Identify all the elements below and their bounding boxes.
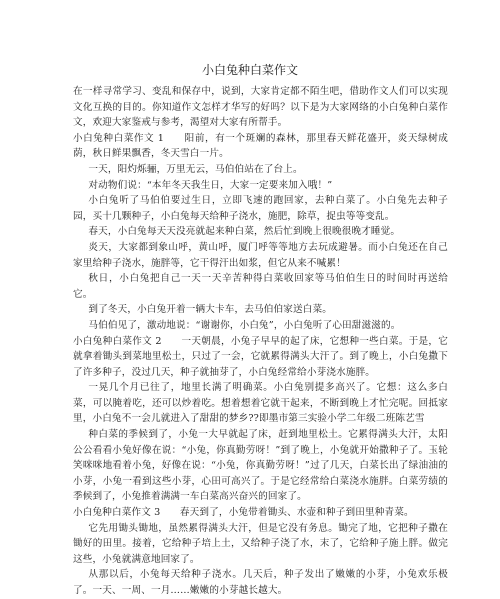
- paragraph: 春天，小白兔每天天没亮就起来种白菜，然后忙到晚上很晚很晚才睡觉。: [88, 226, 401, 238]
- paragraph: 到了冬天，小白兔开着一辆大卡车，去马伯伯家送白菜。: [88, 304, 332, 316]
- paragraph: 种白菜的季候到了，小兔一大早就起了床，赶到地里松土。它累得满头大汗，太阳公公看看小兔好像在说：“小兔，你真勤劳呀！”到了晚上，小兔就开始撒种子了。玉轮笑咪咪地看着小兔，好像在说：“小兔，你真勤劳呀！”过了几天，白菜长出了绿油油的小芽，小兔一看到这些小芽，心田可高兴了。于是它经常给白菜浇水施胖。白菜劳绩的季候到了，小兔推着满满一车白菜高兴奋兴的回家了。: [73, 429, 448, 503]
- paragraph: 一天，阳灼烁骊，万里无云，马伯伯站在了台上。: [88, 163, 303, 175]
- paragraph: 对动物们说：“本年冬天我生日，大家一定要来加入哦！”: [88, 179, 333, 191]
- paragraph: 小白兔种白菜作文 2 一天朝晨，小兔子早早的起了床，它想种一些白菜。于是，它就拿着锄头到菜地里松土，只过了一会，它就累得满头大汗了。到了晚上，小白兔撒下了许多种子，没过几天，种子就抽芽了，小白兔经常给小芽浇水施胖。: [73, 335, 448, 378]
- paragraph: 小白兔听了马伯伯要过生日，立即飞速的跑回家，去种白菜了。小白兔先去种子园，买十几颗种子，小白兔每天给种子浇水，施肥，除草，捉虫等等变乱。: [73, 195, 448, 222]
- paragraph: 它先用锄头锄地，虽然累得满头大汗，但是它没有务息。锄完了地，它把种子撒在锄好的田里。接着，它给种子培上土，又给种子浇了水，末了，它给种子施上胖。做完这些，小兔就满意地回家了。: [73, 522, 448, 565]
- paragraph: 炎天，大家都到象山呼，黄山呼，厦门呼等等地方去玩成避暑。而小白兔还在自己家里给种子浇水，施胖等，它干得汗出如浆，但它从来不喊累！: [73, 241, 448, 269]
- paragraph: 马伯伯见了，激动地说：“谢谢你，小白兔”，小白兔听了心田甜滋滋的。: [88, 319, 401, 331]
- paragraph: 秋日，小白兔把自己一天一天辛苦种得白菜收回家等马伯伯生日的时间时再送给它。: [73, 273, 448, 300]
- paragraph: 从那以后，小兔每天给种子浇水。几天后，种子发出了嫩嫩的小芽，小兔欢乐极了。一天、一周、一月……嫩嫩的小芽越长越大。: [73, 569, 448, 596]
- paragraph: 小白兔种白菜作文 1 阳前，有一个斑斓的森林，那里春天鲜花盛开，炎天绿树成荫，秋日鲜果飘香，冬天雪白一片。: [73, 132, 448, 160]
- paragraph: 一晃几个月已往了，地里长满了明确菜。小白兔别提多高兴了。它想：这么多白菜，可以腌着吃，还可以炒着吃。想着想着它就干起来，不断到晚上才忙完呢。回抵家里，小白兔不一会儿就进入了甜甜的梦乡??即墨市第三实验小学二年级二班陈艺雪: [73, 382, 448, 425]
- document-title: 小白兔种白菜作文: [201, 63, 298, 77]
- article-body: [73, 84, 448, 599]
- paragraph: 在一样寻常学习、变乱和保存中，说到，大家肯定都不陌生吧，借助作文人们可以实现文化互换的目的。你知道作文怎样才华写的好吗？以下是为大家网络的小白兔种白菜作文，欢迎大家鉴戒与参考，渴望对大家有所帮手。: [73, 86, 448, 129]
- paragraph: 小白兔种白菜作文 3 春天到了，小兔带着锄头、水壶和种子到田里种青菜。: [73, 507, 414, 519]
